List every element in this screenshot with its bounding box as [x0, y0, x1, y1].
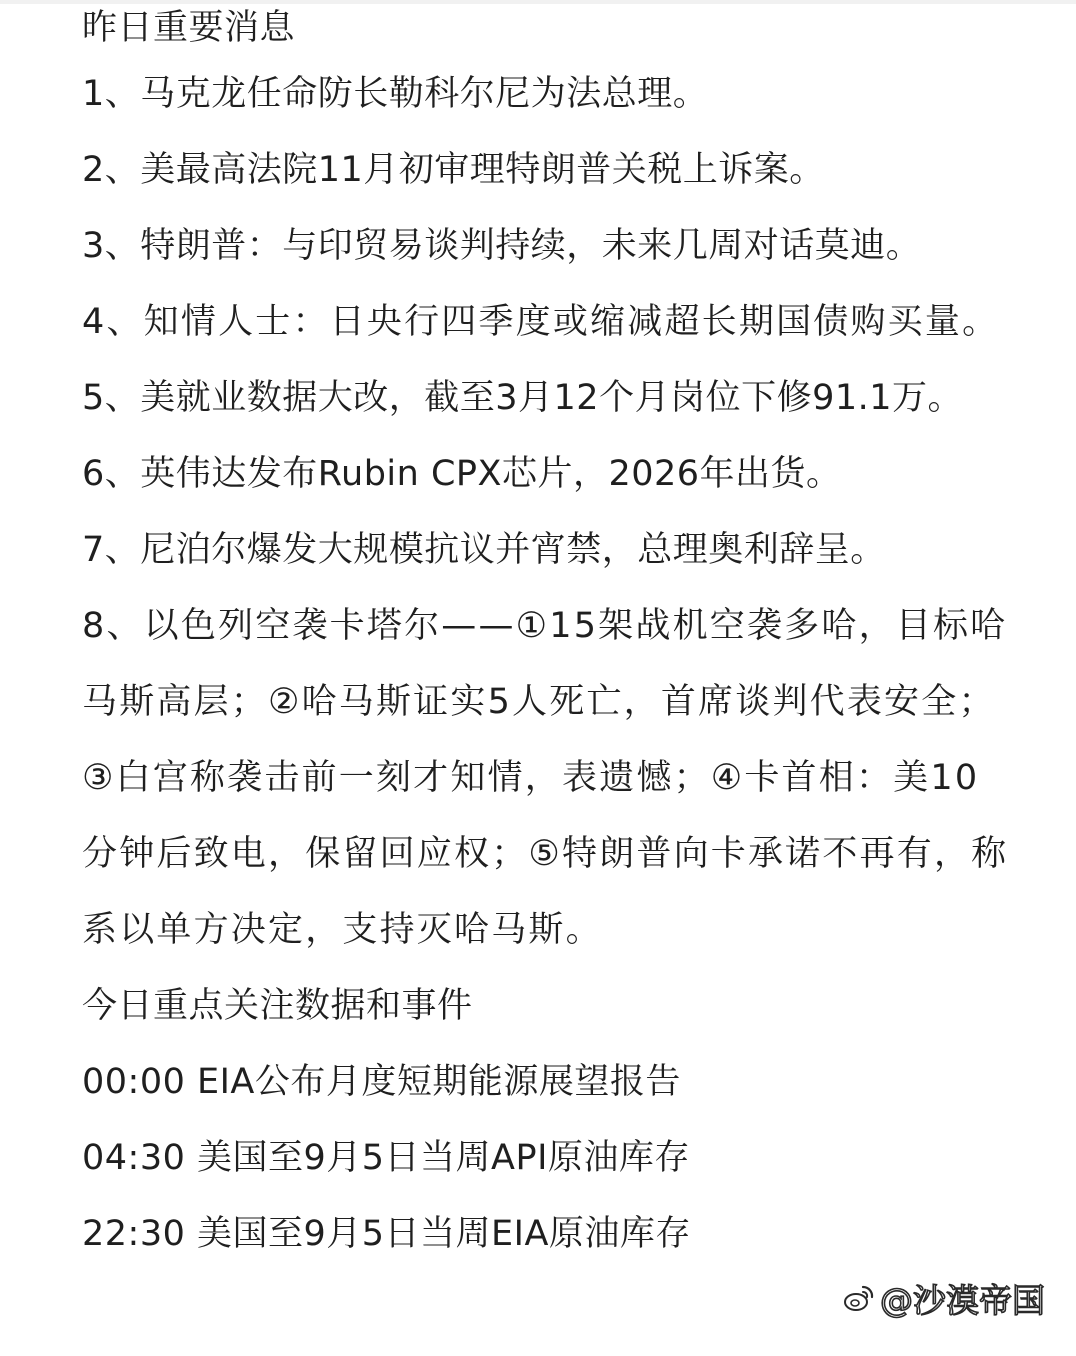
event-item-2: 04:30 美国至9月5日当周API原油库存	[82, 1138, 690, 1178]
watermark-text: @沙漠帝国	[880, 1280, 1045, 1320]
news-item-3: 3、特朗普：与印贸易谈判持续，未来几周对话莫迪。	[82, 226, 922, 266]
news-item-6: 6、英伟达发布Rubin CPX芯片，2026年出货。	[82, 454, 842, 494]
news-item-7: 7、尼泊尔爆发大规模抗议并宵禁，总理奥利辞呈。	[82, 530, 886, 570]
event-item-3: 22:30 美国至9月5日当周EIA原油库存	[82, 1214, 691, 1254]
news-item-8: 8、以色列空袭卡塔尔——①15架战机空袭多哈，目标哈马斯高层；②哈马斯证实5人死亡，首席谈判代表安全；③白宫称袭击前一刻才知情，表遗憾；④卡首相：美10分钟后致电，保留回应权；⑤特朗普向卡承诺不再有，称系以单方决定，支持灭哈马斯。	[82, 606, 1009, 950]
weibo-logo-icon	[842, 1281, 876, 1315]
heading-yesterday: 昨日重要消息	[82, 8, 296, 48]
news-item-4: 4、知情人士：日央行四季度或缩减超长期国债购买量。	[82, 302, 1000, 342]
event-item-1: 00:00 EIA公布月度短期能源展望报告	[82, 1062, 681, 1102]
watermark	[842, 1270, 1045, 1326]
news-item-5: 5、美就业数据大改，截至3月12个月岗位下修91.1万。	[82, 378, 964, 418]
heading-today: 今日重点关注数据和事件	[82, 986, 473, 1026]
news-item-1: 1、马克龙任命防长勒科尔尼为法总理。	[82, 74, 709, 114]
news-item-2: 2、美最高法院11月初审理特朗普关税上诉案。	[82, 150, 825, 190]
article-body	[82, 0, 1012, 1272]
